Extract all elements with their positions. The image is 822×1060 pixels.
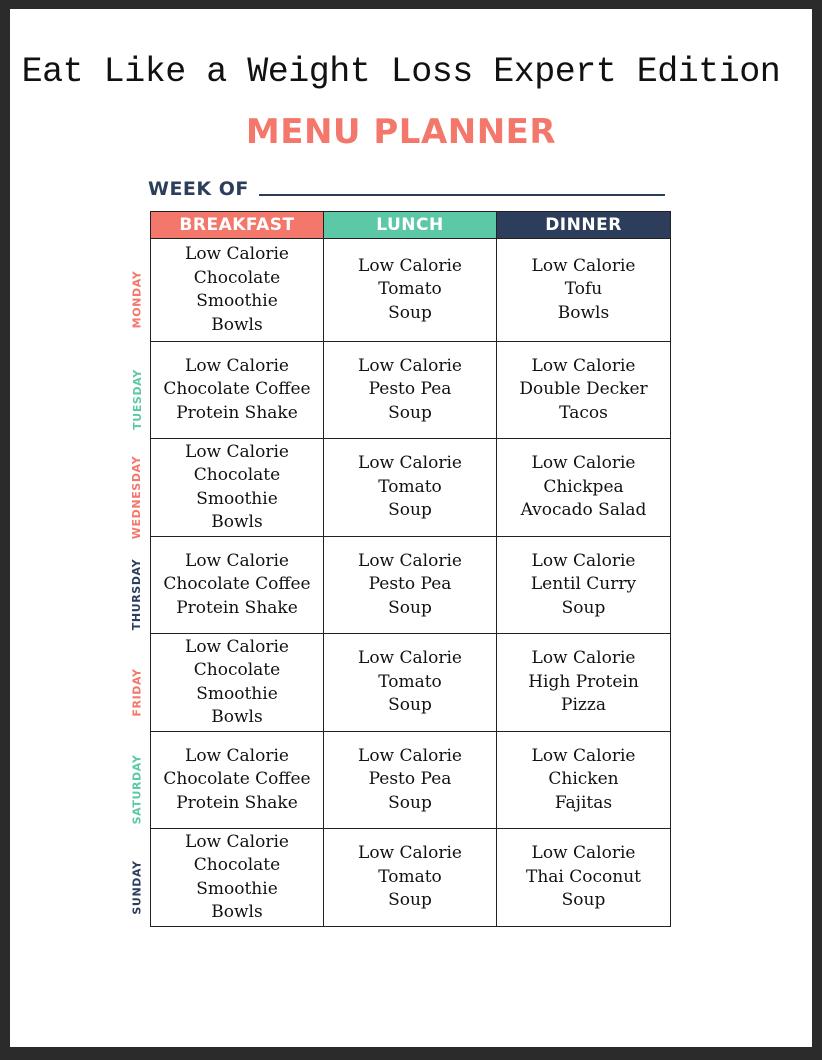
meal-cell-lunch: Low Calorie Pesto Pea Soup (324, 537, 497, 634)
day-name: SATURDAY (130, 754, 144, 825)
meal-cell-dinner: Low Calorie Chickpea Avocado Salad (497, 439, 671, 537)
column-header-breakfast: BREAKFAST (151, 212, 324, 239)
day-label-sunday (124, 838, 150, 936)
meal-cell-breakfast: Low Calorie Chocolate Smoothie Bowls (151, 634, 324, 732)
meal-cell-dinner: Low Calorie Thai Coconut Soup (497, 829, 671, 927)
day-label-saturday (124, 741, 150, 838)
day-name: TUESDAY (130, 369, 144, 430)
meal-cell-breakfast: Low Calorie Chocolate Coffee Protein Shake (151, 342, 324, 439)
meal-cell-dinner: Low Calorie Double Decker Tacos (497, 342, 671, 439)
table-row (151, 342, 671, 439)
table-row (151, 634, 671, 732)
column-header-lunch: LUNCH (324, 212, 497, 239)
day-label-friday (124, 643, 150, 741)
meal-cell-breakfast: Low Calorie Chocolate Smoothie Bowls (151, 239, 324, 342)
meal-cell-breakfast: Low Calorie Chocolate Smoothie Bowls (151, 439, 324, 537)
meal-cell-lunch: Low Calorie Tomato Soup (324, 829, 497, 927)
table-row (151, 239, 671, 342)
meal-cell-lunch: Low Calorie Pesto Pea Soup (324, 732, 497, 829)
table-row (151, 732, 671, 829)
meal-cell-lunch: Low Calorie Pesto Pea Soup (324, 342, 497, 439)
table-row (151, 829, 671, 927)
day-name: FRIDAY (130, 667, 144, 717)
meal-cell-lunch: Low Calorie Tomato Soup (324, 634, 497, 732)
page-subtitle: MENU PLANNER (245, 112, 557, 152)
meal-cell-dinner: Low Calorie High Protein Pizza (497, 634, 671, 732)
week-of-line (259, 194, 665, 196)
meal-cell-dinner: Low Calorie Tofu Bowls (497, 239, 671, 342)
day-name: WEDNESDAY (130, 455, 144, 539)
meal-cell-breakfast: Low Calorie Chocolate Coffee Protein Shake (151, 537, 324, 634)
column-header-dinner: DINNER (497, 212, 671, 239)
meal-cell-breakfast: Low Calorie Chocolate Smoothie Bowls (151, 829, 324, 927)
meal-cell-dinner: Low Calorie Chicken Fajitas (497, 732, 671, 829)
page-title: Eat Like a Weight Loss Expert Edition (21, 52, 781, 92)
menu-table (150, 211, 671, 927)
meal-cell-lunch: Low Calorie Tomato Soup (324, 239, 497, 342)
meal-cell-breakfast: Low Calorie Chocolate Coffee Protein Shake (151, 732, 324, 829)
table-row (151, 537, 671, 634)
day-name: THURSDAY (130, 558, 144, 631)
day-name: SUNDAY (130, 859, 144, 915)
meal-cell-lunch: Low Calorie Tomato Soup (324, 439, 497, 537)
day-label-thursday (124, 546, 150, 643)
table-row (151, 439, 671, 537)
day-label-tuesday (124, 351, 150, 448)
day-label-monday (124, 248, 150, 351)
menu-header-row (151, 212, 671, 239)
day-label-wednesday (124, 448, 150, 546)
week-of-label: WEEK OF (148, 178, 249, 200)
day-name: MONDAY (130, 270, 144, 329)
meal-cell-dinner: Low Calorie Lentil Curry Soup (497, 537, 671, 634)
